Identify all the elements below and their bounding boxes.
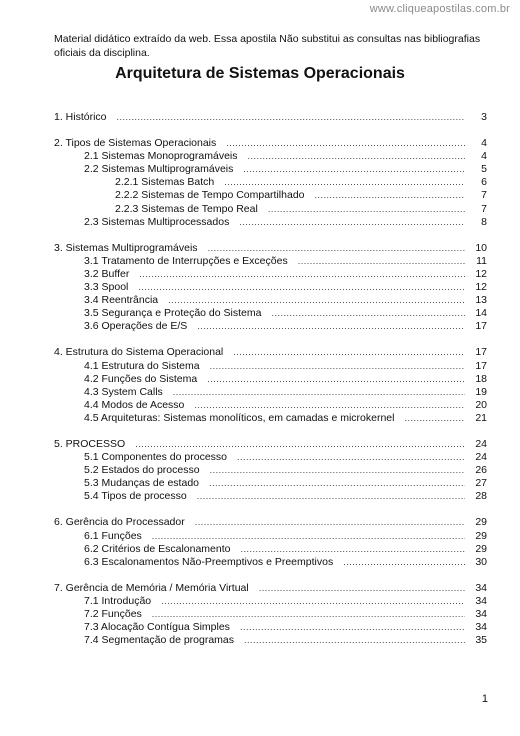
toc-entry[interactable] [54,582,487,595]
toc-entry[interactable] [54,530,487,543]
toc-entry-label: 4.3 System Calls [84,385,163,398]
toc-entry-label: 2.2.3 Sistemas de Tempo Real [115,202,258,215]
toc-entry[interactable] [54,412,487,425]
toc-entry-page: 30 [475,555,487,568]
toc-entry-label: 7. Gerência de Memória / Memória Virtual [54,581,249,594]
toc-entry-label: 4.5 Arquiteturas: Sistemas monolíticos, em camadas e microkernel [84,411,395,424]
toc-entry[interactable] [54,163,487,176]
toc-dot-leader [244,634,465,647]
toc-entry-page: 20 [475,398,487,411]
toc-entry-page: 14 [475,307,487,320]
toc-entry-label: 5.4 Tipos de processo [84,490,187,503]
toc-entry[interactable] [54,464,487,477]
toc-dot-leader [241,543,466,556]
toc-entry[interactable] [54,608,487,621]
document-title: Arquitetura de Sistemas Operacionais [115,65,405,82]
toc-entry-label: 5.3 Mudanças de estado [84,477,199,490]
toc-entry-page: 7 [481,189,487,202]
toc-entry-page: 29 [475,529,487,542]
toc-entry-page: 10 [475,241,487,254]
toc-entry-label: 7.1 Introdução [84,594,152,607]
toc-entry-label: 3.6 Operações de E/S [84,320,188,333]
toc-entry-page: 12 [475,267,487,280]
toc-entry[interactable] [54,255,487,268]
page-number: 1 [481,693,488,705]
toc-entry[interactable] [54,346,487,359]
toc-entry-page: 3 [481,111,487,123]
toc-entry-page: 17 [475,346,487,359]
toc-entry-page: 27 [475,477,487,490]
toc-entry-label: 3.2 Buffer [84,267,130,280]
toc-entry-page: 8 [481,215,487,228]
toc-entry-page: 19 [475,385,487,398]
toc-entry[interactable] [54,268,487,281]
toc-entry-label: 7.3 Alocação Contígua Simples [84,621,230,634]
toc-dot-leader [135,438,465,451]
toc-entry[interactable] [54,543,487,556]
toc-entry-label: 6.2 Critérios de Escalonamento [84,542,231,555]
toc-entry[interactable] [54,111,487,124]
toc-entry[interactable] [54,399,487,412]
toc-entry[interactable] [54,634,487,647]
toc-dot-leader [152,608,465,621]
toc-dot-leader [194,399,465,412]
toc-dot-leader [210,360,465,373]
toc-entry-page: 34 [475,594,487,607]
toc-entry-page: 21 [475,411,487,424]
toc-dot-leader [298,255,465,268]
toc-entry-page: 24 [475,451,487,464]
toc-entry-label: 3. Sistemas Multiprogramáveis [54,241,198,254]
toc-entry-page: 29 [475,542,487,555]
toc-dot-leader [138,281,465,294]
toc-dot-leader [226,137,465,150]
toc-dot-leader [197,320,465,333]
toc-entry[interactable] [54,556,487,569]
toc-dot-leader [239,216,465,229]
toc-entry-page: 17 [475,320,487,333]
toc-entry[interactable] [54,176,487,189]
toc-dot-leader [209,477,465,490]
toc-entry-label: 2.2.2 Sistemas de Tempo Compartilhado [115,189,305,202]
toc-entry-page: 4 [481,137,487,150]
toc-entry[interactable] [54,203,487,216]
toc-dot-leader [161,595,465,608]
toc-dot-leader [271,307,465,320]
toc-entry-page: 5 [481,163,487,176]
toc-dot-leader [117,111,465,124]
toc-entry-page: 34 [475,608,487,620]
toc-entry[interactable] [54,438,487,451]
toc-entry[interactable] [54,281,487,294]
toc-entry[interactable] [54,360,487,373]
toc-entry[interactable] [54,242,487,255]
toc-dot-leader [197,490,465,503]
toc-entry-label: 2. Tipos de Sistemas Operacionais [54,137,217,150]
toc-entry-label: 3.5 Segurança e Proteção do Sistema [84,307,262,320]
toc-entry-label: 6. Gerência do Processador [54,516,185,529]
toc-entry-label: 2.2 Sistemas Multiprogramáveis [84,163,234,176]
toc-entry-page: 34 [475,581,487,594]
toc-entry[interactable] [54,320,487,333]
toc-entry-label: 4. Estrutura do Sistema Operacional [54,346,224,359]
toc-entry-page: 35 [475,634,487,647]
toc-dot-leader [224,176,465,189]
site-watermark: www.cliqueapostilas.com.br [369,3,510,15]
toc-dot-leader [207,373,465,386]
toc-dot-leader [268,203,465,216]
toc-entry[interactable] [54,386,487,399]
toc-dot-leader [315,189,466,202]
intro-disclaimer: Material didático extraído da web. Essa apostila Não substitui as consultas nas bibliografias oficiais da disciplina. [54,33,481,59]
table-of-contents [54,111,487,647]
toc-entry[interactable] [54,137,487,150]
toc-entry-label: 5. PROCESSO [54,437,126,450]
toc-entry-page: 29 [475,516,487,529]
toc-entry-page: 24 [475,437,487,450]
toc-entry-label: 3.1 Tratamento de Interrupções e Exceções [84,254,288,267]
toc-entry-page: 17 [475,359,487,372]
toc-dot-leader [210,464,465,477]
toc-entry-page: 28 [475,490,487,503]
toc-entry[interactable] [54,477,487,490]
toc-entry[interactable] [54,595,487,608]
toc-entry-label: 1. Histórico [54,111,107,123]
toc-dot-leader [139,268,465,281]
toc-entry-page: 7 [481,202,487,215]
toc-entry-label: 6.1 Funções [84,529,142,542]
toc-dot-leader [248,150,466,163]
toc-dot-leader [233,346,465,359]
toc-entry-page: 26 [475,464,487,477]
toc-entry-label: 4.4 Modos de Acesso [84,398,185,411]
toc-dot-leader [208,242,465,255]
toc-entry[interactable] [54,216,487,229]
toc-entry[interactable] [54,150,487,163]
toc-dot-leader [243,163,465,176]
toc-entry[interactable] [54,294,487,307]
toc-entry-page: 12 [475,281,487,294]
toc-entry[interactable] [54,490,487,503]
toc-entry-page: 6 [481,176,487,189]
toc-entry-label: 2.3 Sistemas Multiprocessados [84,215,230,228]
toc-dot-leader [195,516,465,529]
toc-entry-page: 18 [475,372,487,385]
toc-entry[interactable] [54,621,487,634]
toc-entry-label: 5.1 Componentes do processo [84,451,228,464]
toc-entry-page: 11 [476,254,487,267]
toc-entry-page: 13 [475,294,487,307]
toc-dot-leader [343,556,465,569]
toc-entry-label: 6.3 Escalonamentos Não-Preemptivos e Preemptivos [84,555,334,568]
toc-entry[interactable] [54,307,487,320]
toc-entry-page: 4 [481,150,487,163]
toc-entry-label: 5.2 Estados do processo [84,464,200,477]
toc-entry-page: 34 [475,621,487,634]
toc-dot-leader [152,530,465,543]
toc-entry-label: 3.3 Spool [84,281,129,294]
toc-entry[interactable] [54,189,487,202]
toc-entry[interactable] [54,516,487,529]
toc-entry[interactable] [54,451,487,464]
toc-entry-label: 7.2 Funções [84,608,142,620]
toc-entry-label: 3.4 Reentrância [84,294,159,307]
toc-entry[interactable] [54,373,487,386]
toc-dot-leader [168,294,465,307]
toc-entry-label: 2.1 Sistemas Monoprogramáveis [84,150,238,163]
toc-dot-leader [240,621,465,634]
toc-entry-label: 4.1 Estrutura do Sistema [84,359,200,372]
toc-dot-leader [259,582,465,595]
toc-dot-leader [173,386,465,399]
toc-entry-label: 7.4 Segmentação de programas [84,634,235,647]
toc-dot-leader [237,451,465,464]
toc-dot-leader [404,412,465,425]
toc-entry-label: 4.2 Funções do Sistema [84,372,198,385]
toc-entry-label: 2.2.1 Sistemas Batch [115,176,215,189]
